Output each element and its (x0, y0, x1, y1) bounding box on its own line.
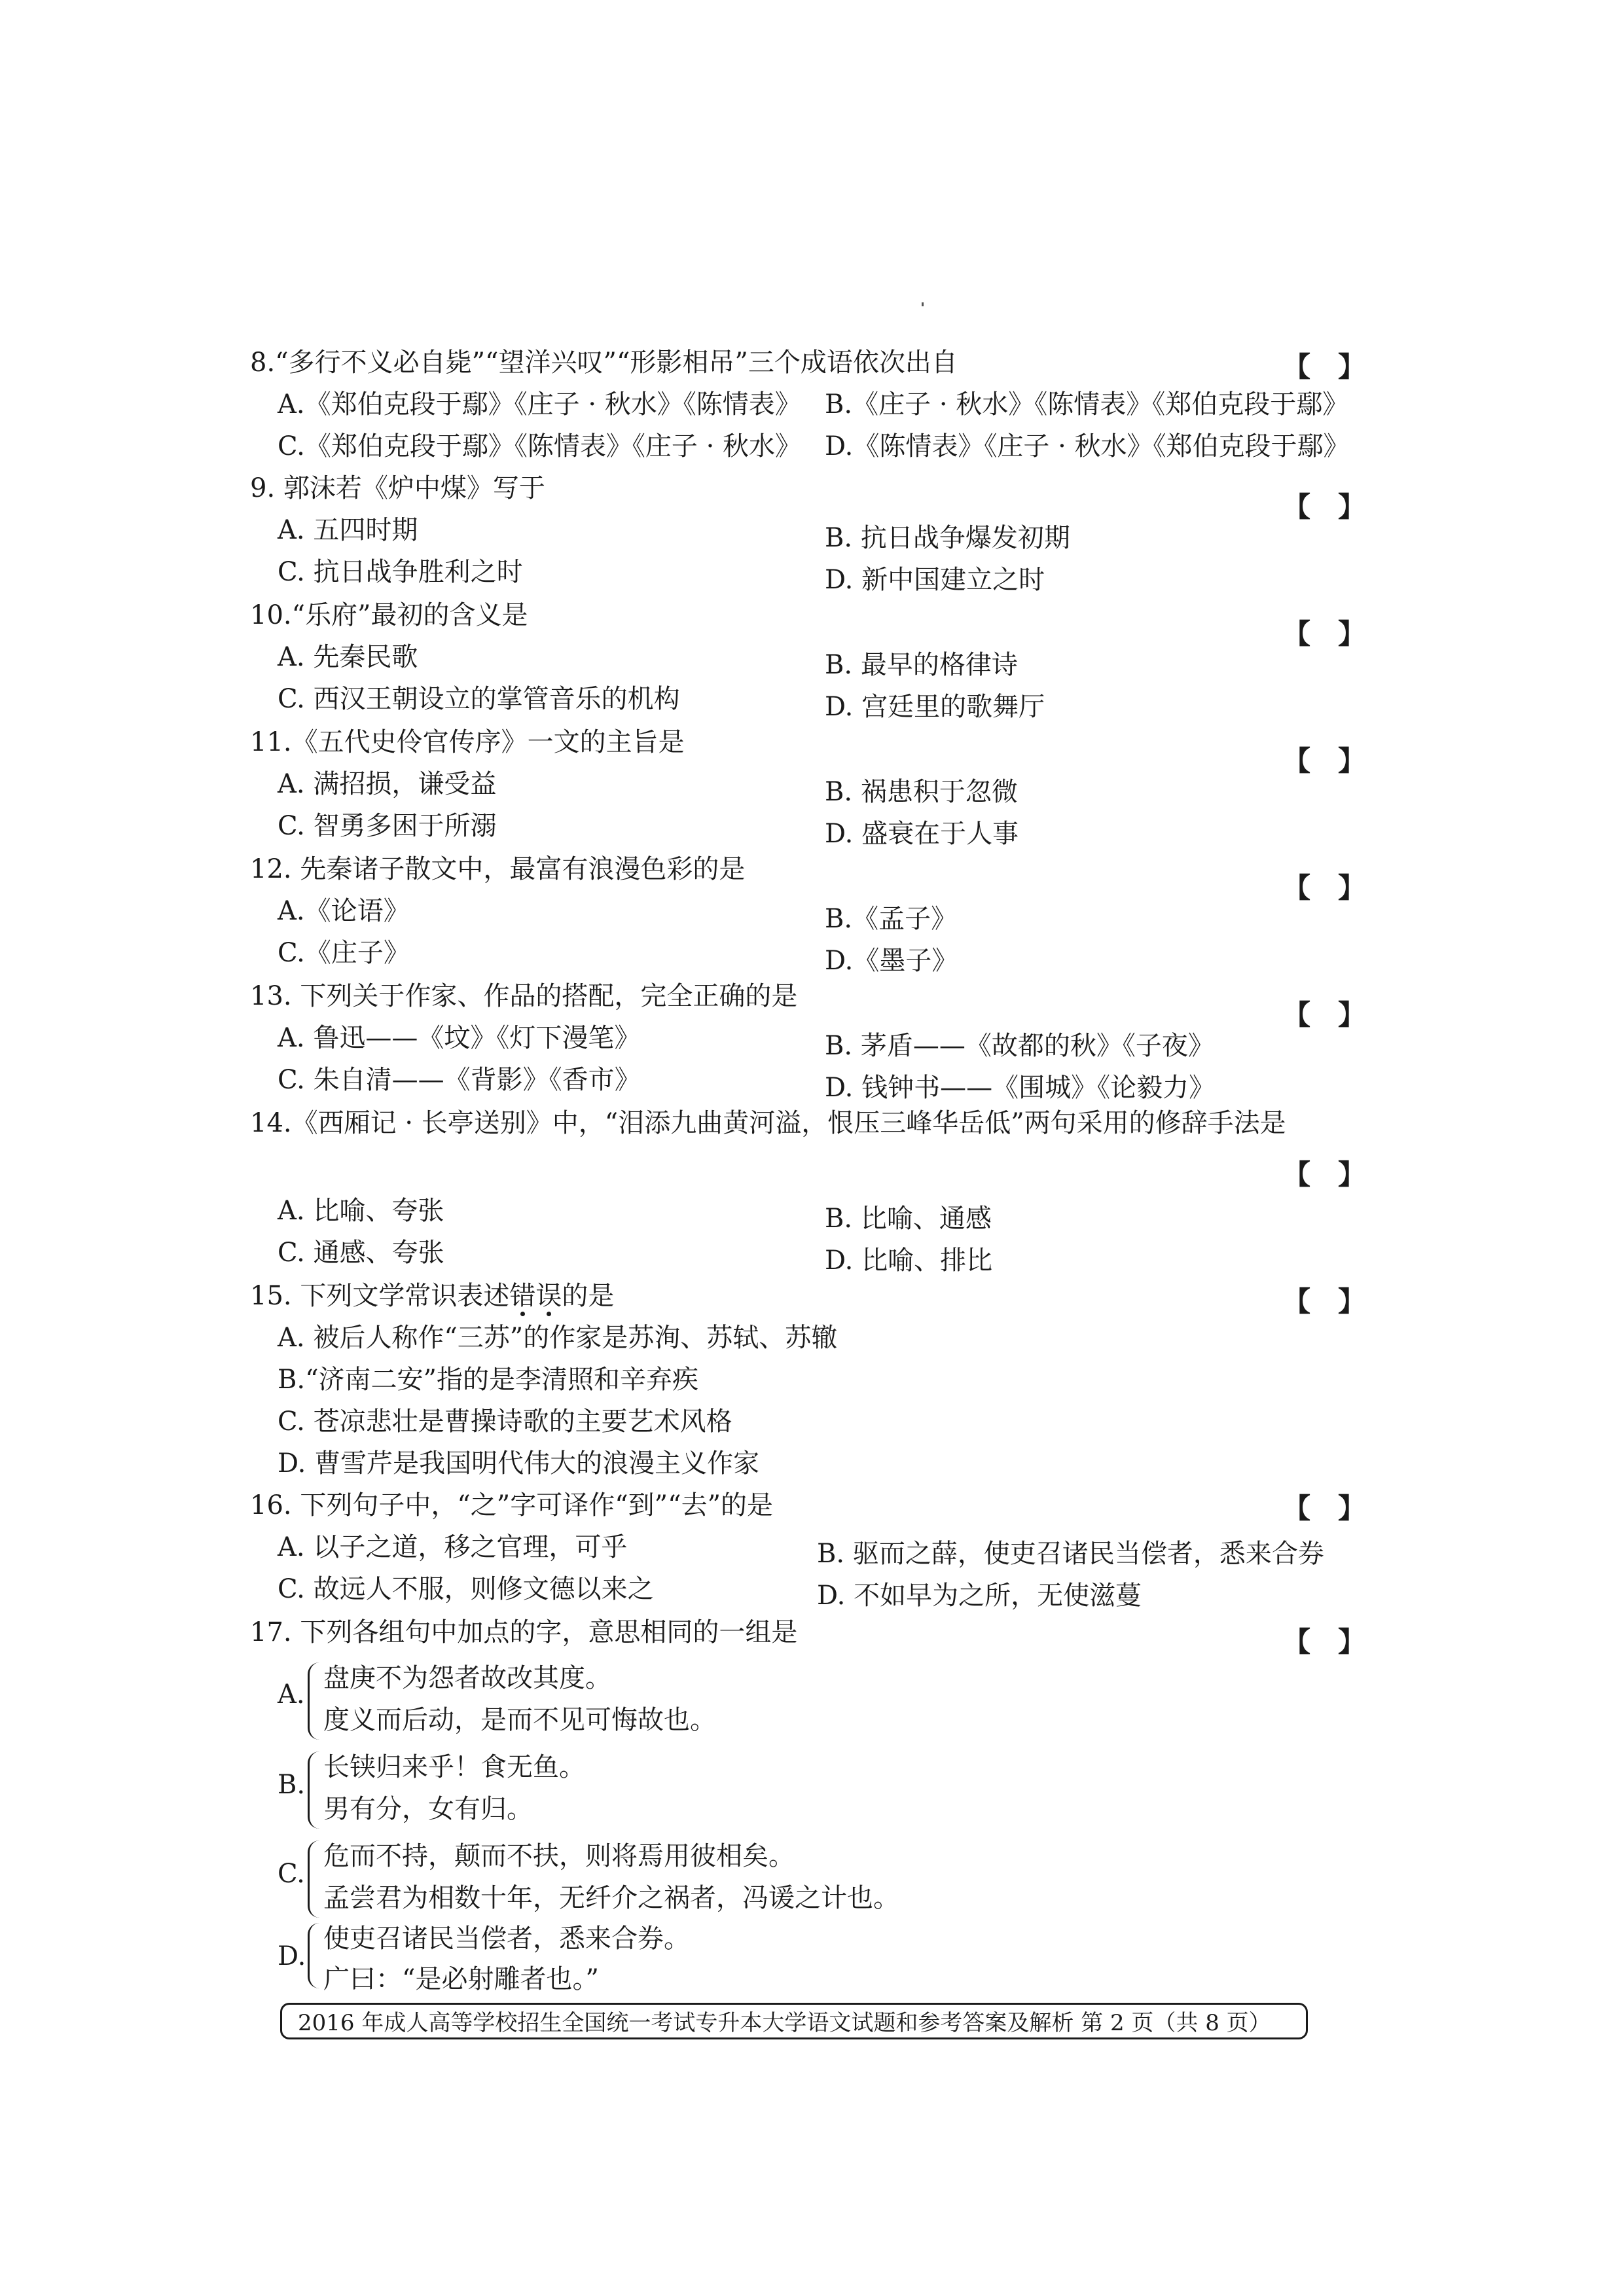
pair-17b-line-1: 长铗归来乎！食无鱼。 (323, 1752, 585, 1782)
question-11-stem: 11.《五代史伶官传序》一文的主旨是 (250, 727, 685, 757)
option-13d: D. 钱钟书——《围城》《论毅力》 (825, 1073, 1216, 1103)
option-14a: A. 比喻、夸张 (278, 1196, 444, 1226)
pair-17c-line-2: 孟尝君为相数十年，无纤介之祸者，冯谖之计也。 (323, 1883, 899, 1913)
pair-17d-label: D. (278, 1941, 306, 1971)
question-8-stem: 8.“多行不义必自毙”“望洋兴叹”“形影相吊”三个成语依次出自 (250, 348, 958, 378)
question-13-stem: 13. 下列关于作家、作品的搭配，完全正确的是 (250, 981, 798, 1011)
option-16a: A. 以子之道，移之官理，可乎 (278, 1532, 628, 1562)
question-16-stem: 16. 下列句子中，“之”字可译作“到”“去”的是 (250, 1490, 774, 1520)
option-8a: A.《郑伯克段于鄢》《庄子 · 秋水》《陈情表》 (278, 389, 801, 420)
answer-bracket-17[interactable]: 【 】 (1283, 1626, 1366, 1658)
pair-17b-label: B. (278, 1770, 306, 1800)
option-9b: B. 抗日战争爆发初期 (825, 523, 1070, 553)
question-15-stem: 15. 下列文学常识表述错误的是 (250, 1281, 615, 1311)
answer-bracket-14[interactable]: 【 】 (1283, 1158, 1366, 1191)
option-12a: A.《论语》 (278, 896, 410, 926)
answer-bracket-12[interactable]: 【 】 (1283, 872, 1366, 904)
pair-17b-brace (308, 1751, 321, 1829)
question-9-stem: 9. 郭沫若《炉中煤》写于 (250, 473, 545, 503)
option-11a: A. 满招损，谦受益 (278, 769, 497, 799)
option-10d: D. 宫廷里的歌舞厅 (825, 692, 1045, 722)
option-16c: C. 故远人不服，则修文德以来之 (278, 1574, 654, 1604)
option-10a: A. 先秦民歌 (278, 642, 418, 672)
option-15d: D. 曹雪芹是我国明代伟大的浪漫主义作家 (278, 1448, 760, 1479)
option-9a: A. 五四时期 (278, 515, 418, 545)
pair-17a-brace (308, 1662, 321, 1740)
option-10c: C. 西汉王朝设立的掌管音乐的机构 (278, 684, 680, 714)
pair-17b-line-2: 男有分，女有归。 (323, 1794, 533, 1824)
answer-bracket-9[interactable]: 【 】 (1283, 491, 1366, 523)
option-16b: B. 驱而之薛，使吏召诸民当偿者，悉来合券 (817, 1539, 1324, 1569)
answer-bracket-8[interactable]: 【 】 (1283, 351, 1366, 383)
pair-17d-line-2: 广曰：“是必射雕者也。” (323, 1964, 599, 1994)
option-15b: B.“济南二安”指的是李清照和辛弃疾 (278, 1365, 699, 1395)
pair-17a-label: A. (278, 1679, 305, 1710)
question-10-stem: 10.“乐府”最初的含义是 (250, 600, 528, 630)
page-footer: 2016 年成人高等学校招生全国统一考试专升本大学语文试题和参考答案及解析 第 2 页（共 8 页） (280, 2003, 1308, 2039)
option-14d: D. 比喻、排比 (825, 1246, 993, 1276)
answer-bracket-13[interactable]: 【 】 (1283, 999, 1366, 1031)
option-12d: D.《墨子》 (825, 946, 958, 976)
option-8b: B.《庄子 · 秋水》《陈情表》《郑伯克段于鄢》 (825, 389, 1349, 420)
option-16d: D. 不如早为之所，无使滋蔓 (817, 1581, 1142, 1611)
answer-bracket-11[interactable]: 【 】 (1283, 745, 1366, 777)
pair-17c-brace (308, 1840, 321, 1918)
pair-17a-line-1: 盘庚不为怨者故改其度。 (323, 1663, 611, 1693)
option-12b: B.《孟子》 (825, 904, 958, 934)
question-17-stem: 17. 下列各组句中加点的字，意思相同的一组是 (250, 1617, 798, 1647)
answer-bracket-15[interactable]: 【 】 (1283, 1285, 1366, 1318)
option-14b: B. 比喻、通感 (825, 1204, 992, 1234)
option-15c: C. 苍凉悲壮是曹操诗歌的主要艺术风格 (278, 1407, 732, 1437)
option-11c: C. 智勇多困于所溺 (278, 811, 497, 841)
option-13b: B. 茅盾——《故都的秋》《子夜》 (825, 1031, 1214, 1061)
option-10b: B. 最早的格律诗 (825, 650, 1018, 680)
option-15a: A. 被后人称作“三苏”的作家是苏洵、苏轼、苏辙 (278, 1323, 838, 1353)
option-8d: D.《陈情表》《庄子 · 秋水》《郑伯克段于鄢》 (825, 431, 1350, 461)
option-9c: C. 抗日战争胜利之时 (278, 557, 523, 587)
pair-17d-line-1: 使吏召诸民当偿者，悉来合券。 (323, 1924, 690, 1954)
pair-17c-line-1: 危而不持，颠而不扶，则将焉用彼相矣。 (323, 1841, 795, 1871)
option-11b: B. 祸患积于忽微 (825, 777, 1018, 807)
option-11d: D. 盛衰在于人事 (825, 819, 1019, 849)
pair-17c-label: C. (278, 1859, 305, 1889)
scan-mark (922, 302, 924, 306)
option-13a: A. 鲁迅——《坟》《灯下漫笔》 (278, 1023, 641, 1053)
answer-bracket-10[interactable]: 【 】 (1283, 618, 1366, 650)
option-14c: C. 通感、夸张 (278, 1238, 444, 1268)
option-9d: D. 新中国建立之时 (825, 565, 1045, 595)
question-14-stem: 14.《西厢记 · 长亭送别》中，“泪添九曲黄河溢，恨压三峰华岳低”两句采用的修辞手法是 (250, 1108, 1286, 1138)
option-13c: C. 朱自清——《背影》《香市》 (278, 1065, 641, 1095)
answer-bracket-16[interactable]: 【 】 (1283, 1492, 1366, 1524)
option-8c: C.《郑伯克段于鄢》《陈情表》《庄子 · 秋水》 (278, 431, 802, 461)
question-12-stem: 12. 先秦诸子散文中，最富有浪漫色彩的是 (250, 854, 746, 884)
pair-17d-brace (308, 1923, 321, 1988)
option-12c: C.《庄子》 (278, 938, 410, 968)
pair-17a-line-2: 度义而后动，是而不见可悔故也。 (323, 1705, 716, 1735)
